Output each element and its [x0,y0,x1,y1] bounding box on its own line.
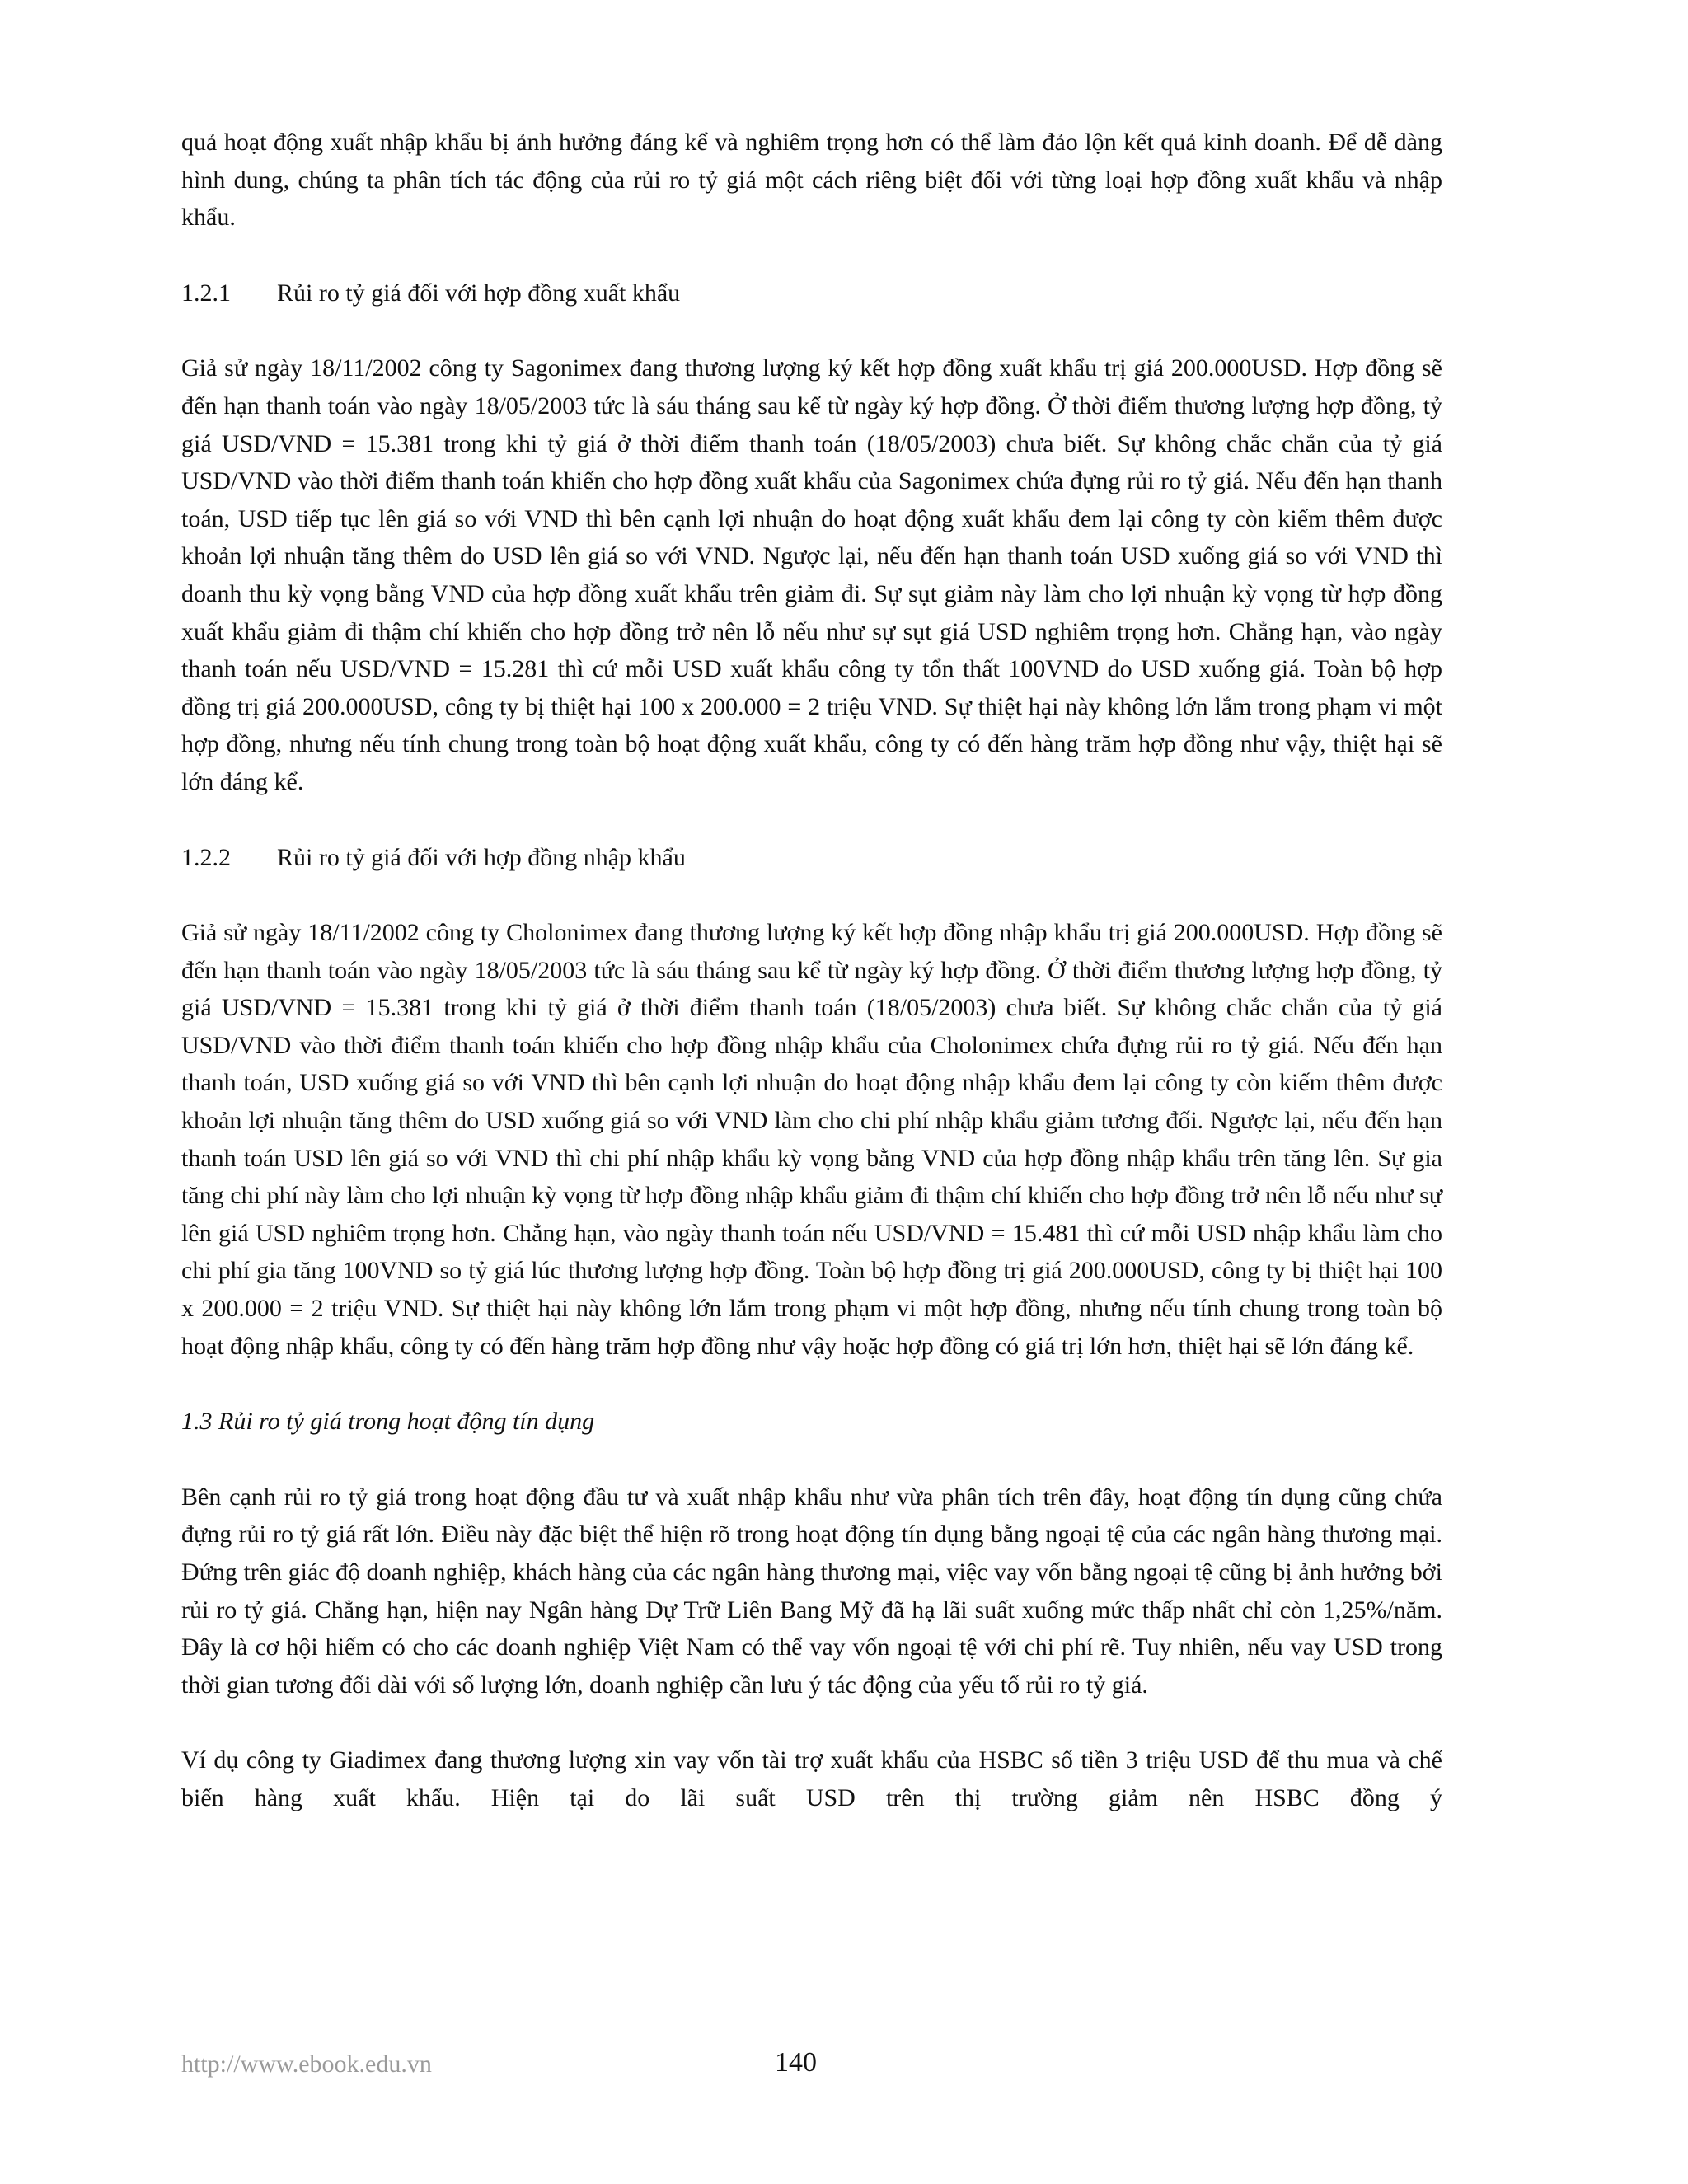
intro-paragraph: quả hoạt động xuất nhập khẩu bị ảnh hưởng đáng kể và nghiêm trọng hơn có thể làm đảo lộn kết quả kinh doanh. Để dễ dàng hình dung, chúng ta phân tích tác động của rủi ro tỷ giá một cách riêng biệt đối với từng loại hợp đồng xuất khẩu và nhập khẩu. [181,129,1442,232]
page-number: 140 [775,2047,817,2078]
import-paragraph: Giả sử ngày 18/11/2002 công ty Cholonimex đang thương lượng ký kết hợp đồng nhập khẩu trị giá 200.000USD. Hợp đồng sẽ đến hạn thanh toán vào ngày 18/05/2003 tức là sáu tháng sau kể từ ngày ký hợp đồng. Ở thời điểm thương lượng hợp đồng, tỷ giá USD/VND = 15.381 trong khi tỷ giá ở thời điểm thanh toán (18/05/2003) chưa biết. Sự không chắc chắn của tỷ giá USD/VND vào thời điểm thanh toán khiến cho hợp đồng nhập khẩu của Cholonimex chứa đựng rủi ro tỷ giá. Nếu đến hạn thanh toán, USD xuống giá so với VND thì bên cạnh lợi nhuận do hoạt động nhập khẩu đem lại công ty còn kiếm thêm được khoản lợi nhuận tăng thêm do USD xuống giá so với VND làm cho chi phí nhập khẩu giảm tương đối. Ngược lại, nếu đến hạn thanh toán USD lên giá so với VND thì chi phí nhập khẩu kỳ vọng bằng VND của hợp đồng nhập khẩu trên tăng lên. Sự gia tăng chi phí này làm cho lợi nhuận kỳ vọng từ hợp đồng nhập khẩu giảm đi thậm chí khiến cho hợp đồng trở nên lỗ nếu như sự lên giá USD nghiêm trọng hơn. Chẳng hạn, vào ngày thanh toán nếu USD/VND = 15.481 thì cứ mỗi USD nhập khẩu làm cho chi phí gia tăng 100VND so tỷ giá lúc thương lượng hợp đồng. Toàn bộ hợp đồng trị giá 200.000USD, công ty bị thiệt hại 100 x 200.000 = 2 triệu VND. Sự thiệt hại này không lớn lắm trong phạm vi một hợp đồng, nhưng nếu tính chung trong toàn bộ hoạt động nhập khẩu, công ty có đến hàng trăm hợp đồng như vậy hoặc hợp đồng có giá trị lớn hơn, thiệt hại sẽ lớn đáng kể. [181,919,1442,1360]
heading-export-title: Rủi ro tỷ giá đối với hợp đồng xuất khẩu [277,279,681,307]
heading-credit-risk: 1.3 Rủi ro tỷ giá trong hoạt động tín dụng [181,1408,595,1436]
document-page [181,124,1442,1817]
heading-export-risk [181,274,1442,312]
heading-import-risk [181,839,1442,877]
example-paragraph: Ví dụ công ty Giadimex đang thương lượng xin vay vốn tài trợ xuất khẩu của HSBC số tiền 3 triệu USD để thu mua và chế biến hàng xuất khẩu. Hiện tại do lãi suất USD trên thị trường giảm nên HSBC đồng ý [181,1746,1442,1811]
credit-paragraph: Bên cạnh rủi ro tỷ giá trong hoạt động đầu tư và xuất nhập khẩu như vừa phân tích trên đây, hoạt động tín dụng cũng chứa đựng rủi ro tỷ giá rất lớn. Điều này đặc biệt thể hiện rõ trong hoạt động tín dụng bằng ngoại tệ của các ngân hàng thương mại. Đứng trên giác độ doanh nghiệp, khách hàng của các ngân hàng thương mại, việc vay vốn bằng ngoại tệ cũng bị ảnh hưởng bởi rủi ro tỷ giá. Chẳng hạn, hiện nay Ngân hàng Dự Trữ Liên Bang Mỹ đã hạ lãi suất xuống mức thấp nhất chỉ còn 1,25%/năm. Đây là cơ hội hiếm có cho các doanh nghiệp Việt Nam có thể vay vốn ngoại tệ với chi phí rẽ. Tuy nhiên, nếu vay USD trong thời gian tương đối dài với số lượng lớn, doanh nghiệp cần lưu ý tác động của yếu tố rủi ro tỷ giá. [181,1483,1442,1699]
heading-import-number: 1.2.2 [181,843,231,871]
export-paragraph: Giả sử ngày 18/11/2002 công ty Sagonimex đang thương lượng ký kết hợp đồng xuất khẩu trị giá 200.000USD. Hợp đồng sẽ đến hạn thanh toán vào ngày 18/05/2003 tức là sáu tháng sau kể từ ngày ký hợp đồng. Ở thời điểm thương lượng hợp đồng, tỷ giá USD/VND = 15.381 trong khi tỷ giá ở thời điểm thanh toán (18/05/2003) chưa biết. Sự không chắc chắn của tỷ giá USD/VND vào thời điểm thanh toán khiến cho hợp đồng xuất khẩu của Sagonimex chứa đựng rủi ro tỷ giá. Nếu đến hạn thanh toán, USD tiếp tục lên giá so với VND thì bên cạnh lợi nhuận do hoạt động xuất khẩu đem lại công ty còn kiếm thêm được khoản lợi nhuận tăng thêm do USD lên giá so với VND. Ngược lại, nếu đến hạn thanh toán USD xuống giá so với VND thì doanh thu kỳ vọng bằng VND của hợp đồng xuất khẩu trên giảm đi. Sự sụt giảm này làm cho lợi nhuận kỳ vọng từ hợp đồng xuất khẩu giảm đi thậm chí khiến cho hợp đồng trở nên lỗ nếu như sự sụt giá USD nghiêm trọng hơn. Chẳng hạn, vào ngày thanh toán nếu USD/VND = 15.281 thì cứ mỗi USD xuất khẩu công ty tổn thất 100VND do USD xuống giá. Toàn bộ hợp đồng trị giá 200.000USD, công ty bị thiệt hại 100 x 200.000 = 2 triệu VND. Sự thiệt hại này không lớn lắm trong phạm vi một hợp đồng, nhưng nếu tính chung trong toàn bộ hoạt động xuất khẩu, công ty có đến hàng trăm hợp đồng như vậy, thiệt hại sẽ lớn đáng kể. [181,354,1442,795]
heading-import-title: Rủi ro tỷ giá đối với hợp đồng nhập khẩu [277,843,686,871]
footer-url: http://www.ebook.edu.vn [181,2050,432,2078]
heading-export-number: 1.2.1 [181,279,231,307]
